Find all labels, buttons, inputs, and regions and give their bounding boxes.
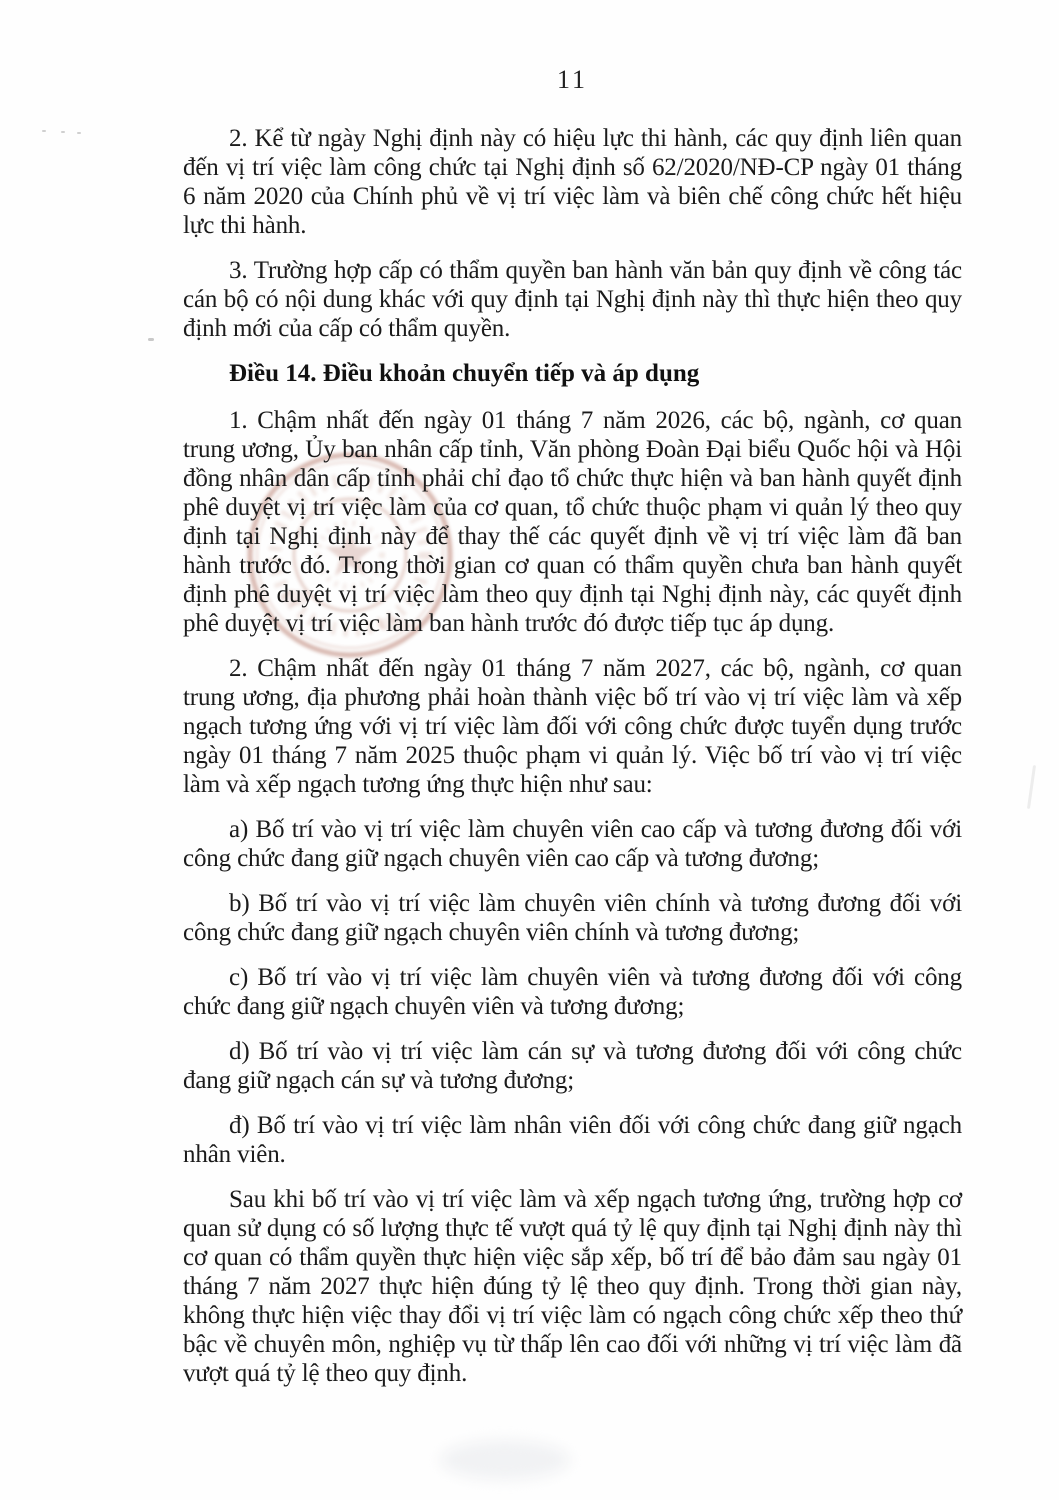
scan-smudge — [440, 1440, 570, 1480]
paragraph-article14-clause-1: 1. Chậm nhất đến ngày 01 tháng 7 năm 2026, các bộ, ngành, cơ quan trung ương, Ủy ban nhân cấp tỉnh, Văn phòng Đoàn Đại biểu Quốc hội và Hội đồng nhân dân cấp tỉnh phải chỉ đạo tổ chức thực hiện và ban hành quyết định phê duyệt vị trí việc làm của cơ quan, tổ chức thuộc phạm vi quản lý theo quy định tại Nghị định này để thay thế các quyết định về vị trí việc làm đã ban hành trước đó. Trong thời gian cơ quan có thẩm quyền chưa ban hành quyết định phê duyệt vị trí việc làm theo quy định tại Nghị định này, các quyết định phê duyệt vị trí việc làm ban hành trước đó được tiếp tục áp dụng. — [183, 407, 962, 637]
page-number: 11 — [556, 65, 589, 94]
paragraph-point-c: c) Bố trí vào vị trí việc làm chuyên viên và tương đương đối với công chức đang giữ ngạch chuyên viên và tương đương; — [183, 964, 962, 1020]
paragraph-point-dd: đ) Bố trí vào vị trí việc làm nhân viên đối với công chức đang giữ ngạch nhân viên. — [183, 1112, 962, 1168]
scan-speck — [77, 132, 81, 134]
paragraph-clause-2-effectiveness: 2. Kể từ ngày Nghị định này có hiệu lực thi hành, các quy định liên quan đến vị trí việc làm công chức tại Nghị định số 62/2020/NĐ-CP ngày 01 tháng 6 năm 2020 của Chính phủ về vị trí việc làm và biên chế công chức hết hiệu lực thi hành. — [183, 125, 962, 239]
paragraph-article14-clause-2: 2. Chậm nhất đến ngày 01 tháng 7 năm 2027, các bộ, ngành, cơ quan trung ương, địa phương phải hoàn thành việc bố trí vào vị trí việc làm và xếp ngạch tương ứng với vị trí việc làm đối với công chức được tuyển dụng trước ngày 01 tháng 7 năm 2025 thuộc phạm vi quản lý. Việc bố trí vào vị trí việc làm và xếp ngạch tương ứng thực hiện như sau: — [183, 655, 962, 798]
paragraph-clause-3-other-regulations: 3. Trường hợp cấp có thẩm quyền ban hành văn bản quy định về công tác cán bộ có nội dung khác với quy định tại Nghị định này thì thực hiện theo quy định mới của cấp có thẩm quyền. — [183, 257, 962, 342]
paragraph-point-b: b) Bố trí vào vị trí việc làm chuyên viên chính và tương đương đối với công chức đang giữ ngạch chuyên viên chính và tương đương; — [183, 890, 962, 946]
scan-speck — [61, 131, 65, 133]
paragraph-closing: Sau khi bố trí vào vị trí việc làm và xếp ngạch tương ứng, trường hợp cơ quan sử dụng có số lượng thực tế vượt quá tỷ lệ quy định tại Nghị định này thì cơ quan có thẩm quyền thực hiện việc sắp xếp, bố trí để bảo đảm sau ngày 01 tháng 7 năm 2027 thực hiện đúng tỷ lệ theo quy định. Trong thời gian này, không thực hiện việc thay đổi vị trí việc làm có ngạch công chức xếp theo thứ bậc về chuyên môn, nghiệp vụ từ thấp lên cao đối với những vị trí việc làm đã vượt quá tỷ lệ theo quy định. — [183, 1186, 962, 1387]
paragraph-point-a: a) Bố trí vào vị trí việc làm chuyên viên cao cấp và tương đương đối với công chức đang giữ ngạch chuyên viên cao cấp và tương đương; — [183, 816, 962, 872]
scan-speck — [42, 130, 46, 132]
article-14-heading: Điều 14. Điều khoản chuyển tiếp và áp dụng — [229, 360, 700, 387]
scan-speck — [148, 338, 154, 341]
paragraph-point-d: d) Bố trí vào vị trí việc làm cán sự và tương đương đối với công chức đang giữ ngạch cán sự và tương đương; — [183, 1038, 962, 1094]
document-body — [183, 66, 962, 1404]
scan-streak — [1027, 765, 1036, 809]
